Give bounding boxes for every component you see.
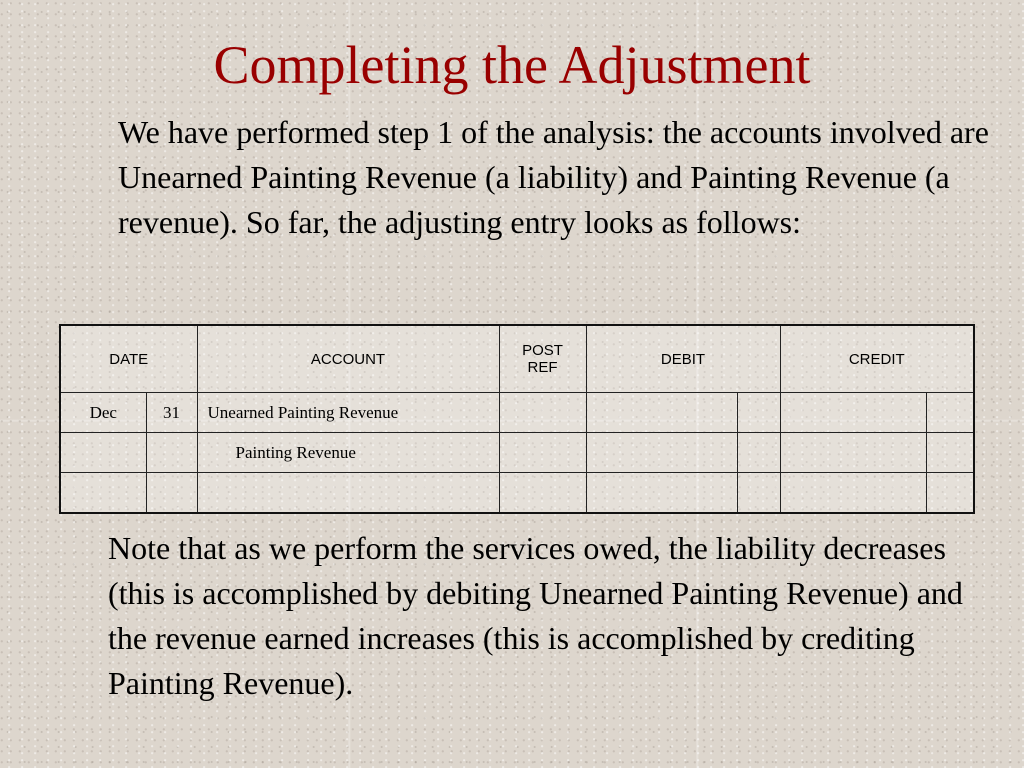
note-paragraph: Note that as we perform the services owed, the liability decreases (this is accomplished by debiting Unearned Painting Revenue) and the revenue earned increases (this is accomplished by crediting Painting Revenue).: [108, 530, 963, 701]
row-month: [60, 433, 146, 473]
row-post-ref: [499, 433, 586, 473]
row-day: [146, 473, 197, 514]
row-month: [60, 473, 146, 514]
table-row: [60, 433, 974, 473]
journal-entry-table: [59, 324, 975, 514]
header-post-ref-line1: POST: [522, 342, 563, 359]
row-debit: [586, 393, 737, 433]
row-post-ref: [499, 393, 586, 433]
row-post-ref: [499, 473, 586, 514]
slide-title: Completing the Adjustment: [213, 35, 811, 95]
row-month: Dec: [60, 393, 146, 433]
header-credit: CREDIT: [780, 325, 974, 393]
table-row: [60, 393, 974, 433]
row-debit-cents: [737, 433, 780, 473]
row-debit-cents: [737, 473, 780, 514]
row-credit: [780, 433, 926, 473]
row-day: 31: [146, 393, 197, 433]
row-debit: [586, 473, 737, 514]
row-account: Painting Revenue: [197, 433, 499, 473]
row-account: Unearned Painting Revenue: [197, 393, 499, 433]
table-row: [60, 473, 974, 514]
intro-paragraph: We have performed step 1 of the analysis: the accounts involved are Unearned Painting Revenue (a liability) and Painting Revenue (a revenue). So far, the adjusting entry looks as follows:: [118, 114, 989, 240]
row-credit-cents: [926, 393, 974, 433]
row-credit: [780, 393, 926, 433]
header-date: DATE: [60, 325, 197, 393]
header-account: ACCOUNT: [197, 325, 499, 393]
row-debit-cents: [737, 393, 780, 433]
row-account: [197, 473, 499, 514]
row-day: [146, 433, 197, 473]
row-debit: [586, 433, 737, 473]
row-credit-cents: [926, 433, 974, 473]
row-credit-cents: [926, 473, 974, 514]
header-post-ref: [499, 325, 586, 393]
row-credit: [780, 473, 926, 514]
header-debit: DEBIT: [586, 325, 780, 393]
journal-header-row: [60, 325, 974, 393]
header-post-ref-line2: REF: [527, 359, 558, 376]
